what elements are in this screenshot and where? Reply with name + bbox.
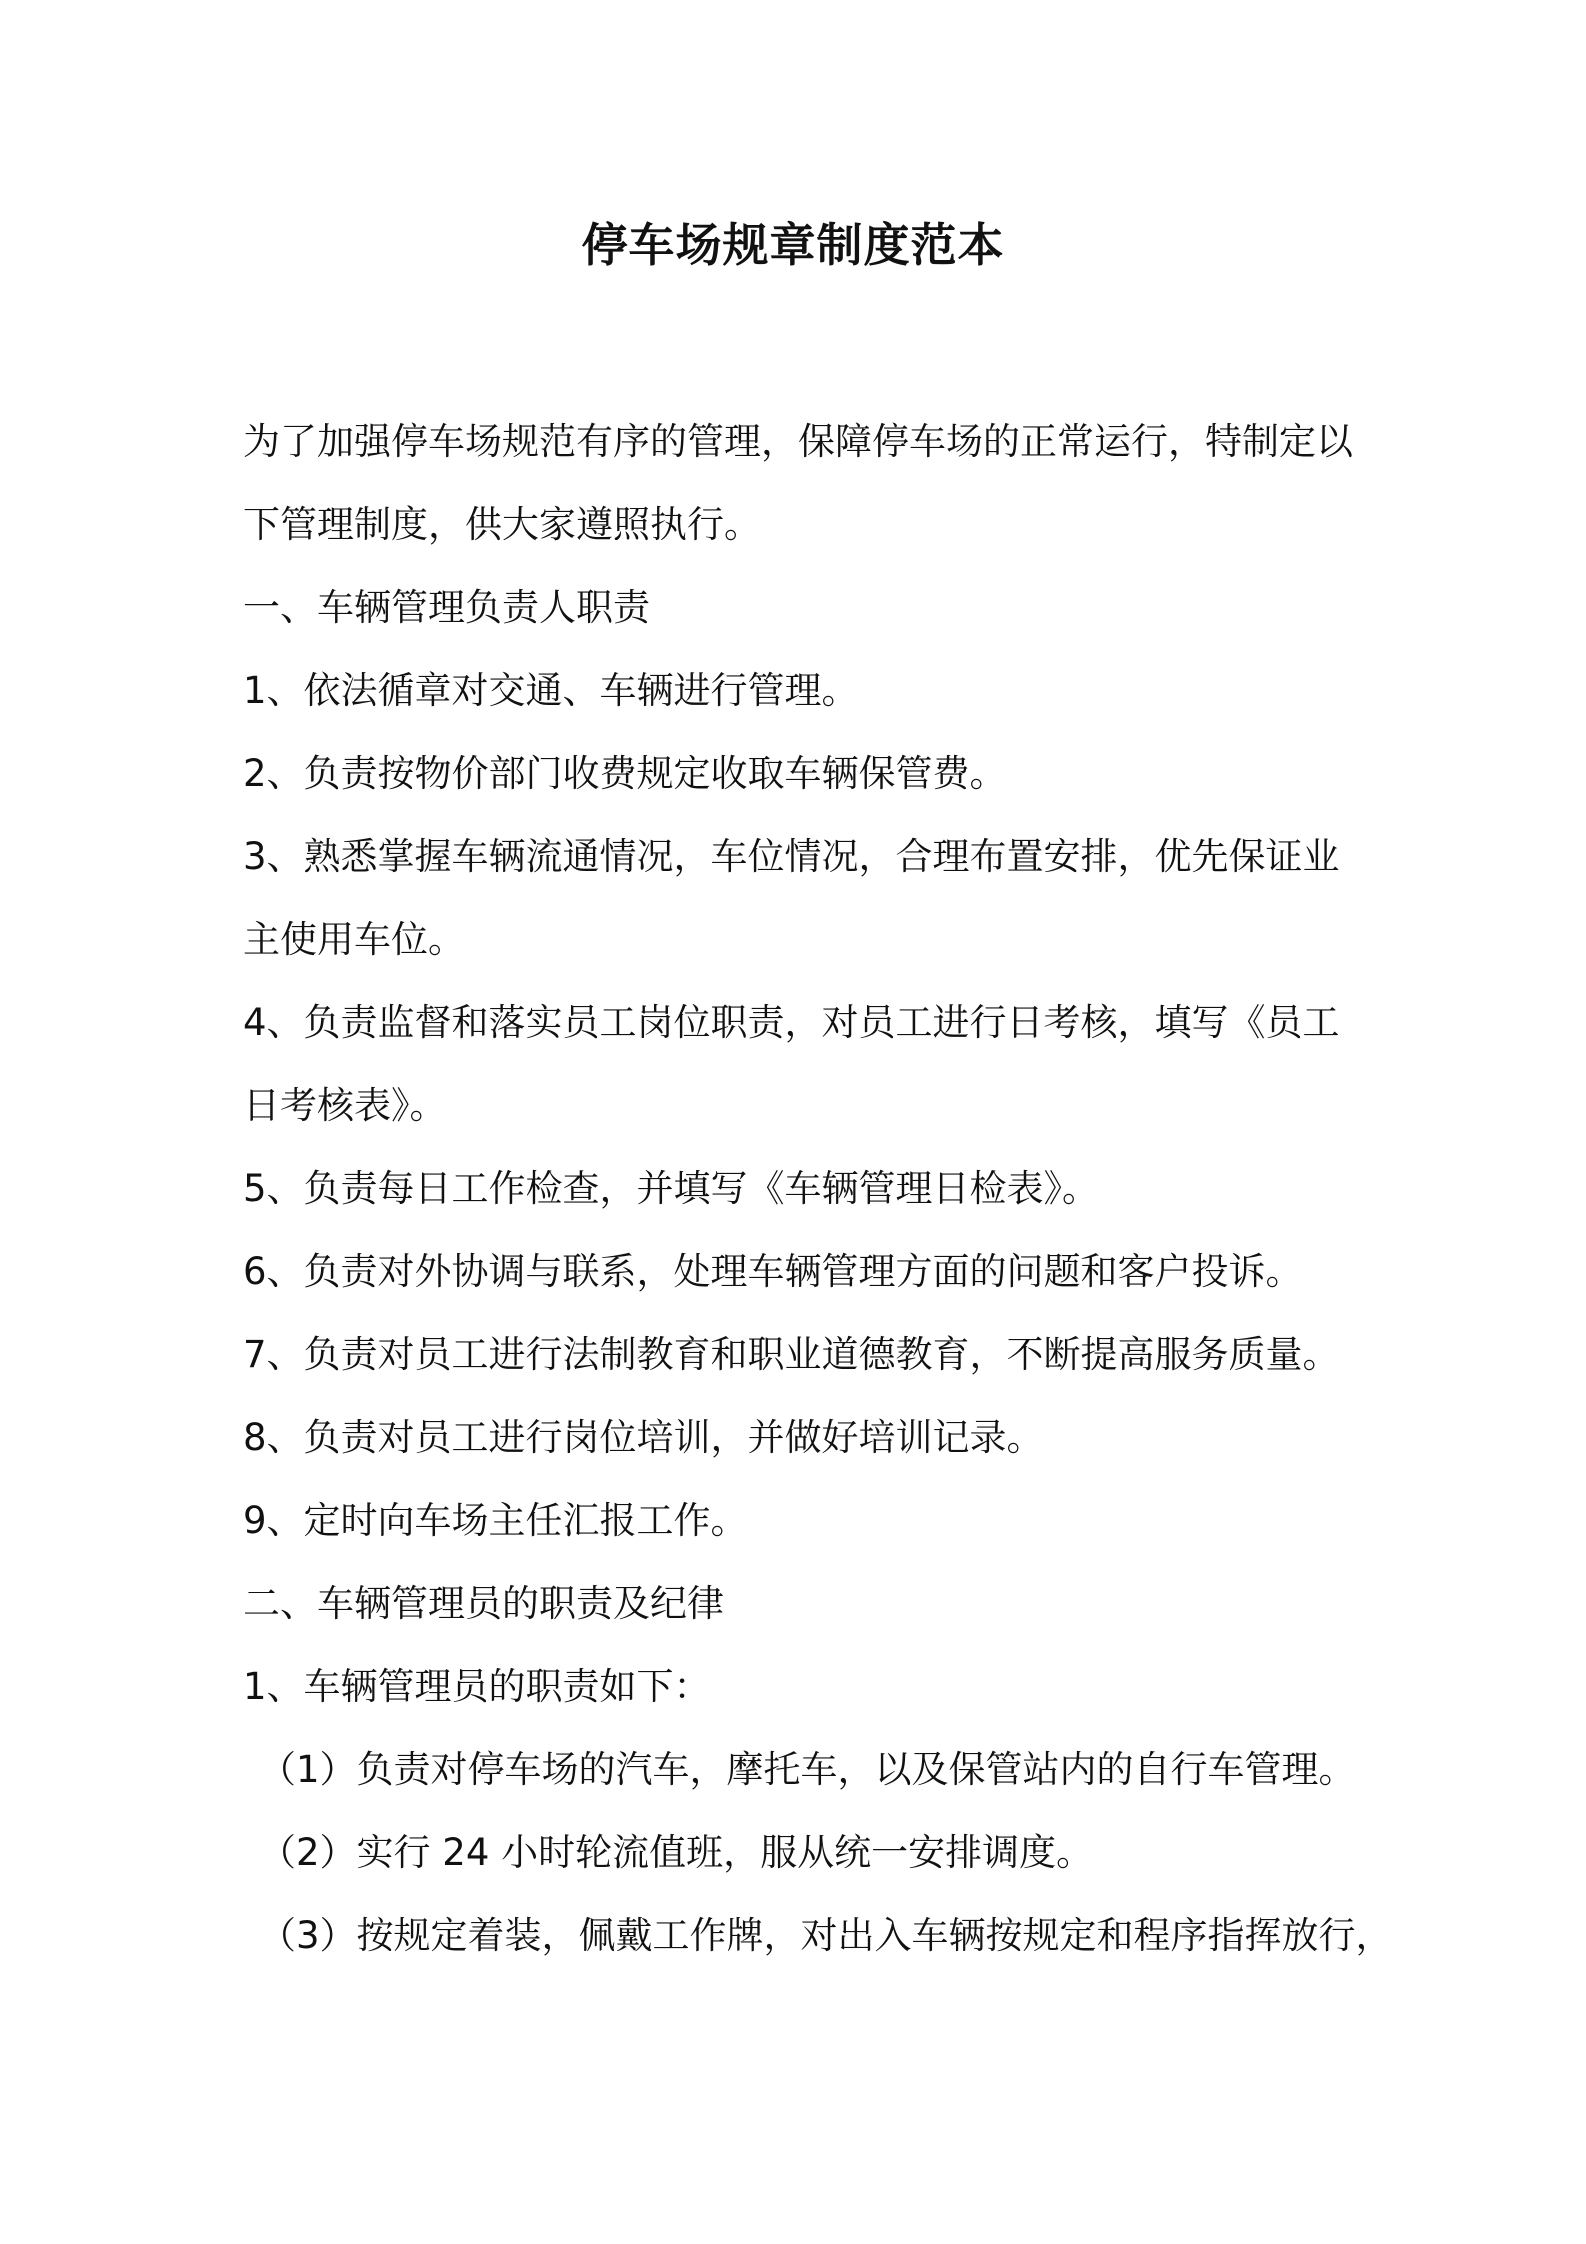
list-item-8: 8、负责对员工进行岗位培训，并做好培训记录。 [243, 1416, 1044, 1459]
list-item-4-line-1: 4、负责监督和落实员工岗位职责，对员工进行日考核，填写《员工 [243, 1001, 1340, 1044]
list-item-4-line-2: 日考核表》。 [243, 1084, 447, 1127]
list-item-9: 9、定时向车场主任汇报工作。 [243, 1499, 748, 1542]
section-heading-2: 二、车辆管理员的职责及纪律 [243, 1582, 724, 1625]
list-item-7: 7、负责对员工进行法制教育和职业道德教育，不断提高服务质量。 [243, 1333, 1340, 1376]
list-item-3-line-1: 3、熟悉掌握车辆流通情况，车位情况，合理布置安排，优先保证业 [243, 835, 1340, 878]
section-heading-1: 一、车辆管理负责人职责 [243, 586, 650, 629]
sub-item-2: （2）实行 24 小时轮流值班，服从统一安排调度。 [259, 1831, 1094, 1874]
sub-item-3: （3）按规定着装，佩戴工作牌，对出入车辆按规定和程序指挥放行， [259, 1914, 1393, 1957]
list-item-2-1: 1、车辆管理员的职责如下： [243, 1665, 711, 1708]
paragraph-intro-line-2: 下管理制度，供大家遵照执行。 [243, 503, 761, 546]
sub-item-1: （1）负责对停车场的汽车，摩托车，以及保管站内的自行车管理。 [259, 1748, 1356, 1791]
list-item-1: 1、依法循章对交通、车辆进行管理。 [243, 669, 859, 712]
paragraph-intro-line-1: 为了加强停车场规范有序的管理，保障停车场的正常运行，特制定以 [243, 420, 1353, 463]
document-title: 停车场规章制度范本 [581, 218, 1005, 272]
list-item-5: 5、负责每日工作检查，并填写《车辆管理日检表》。 [243, 1167, 1100, 1210]
list-item-2: 2、负责按物价部门收费规定收取车辆保管费。 [243, 752, 1007, 795]
list-item-6: 6、负责对外协调与联系，处理车辆管理方面的问题和客户投诉。 [243, 1250, 1303, 1293]
document-body [243, 400, 1393, 1977]
list-item-3-line-2: 主使用车位。 [243, 918, 465, 961]
